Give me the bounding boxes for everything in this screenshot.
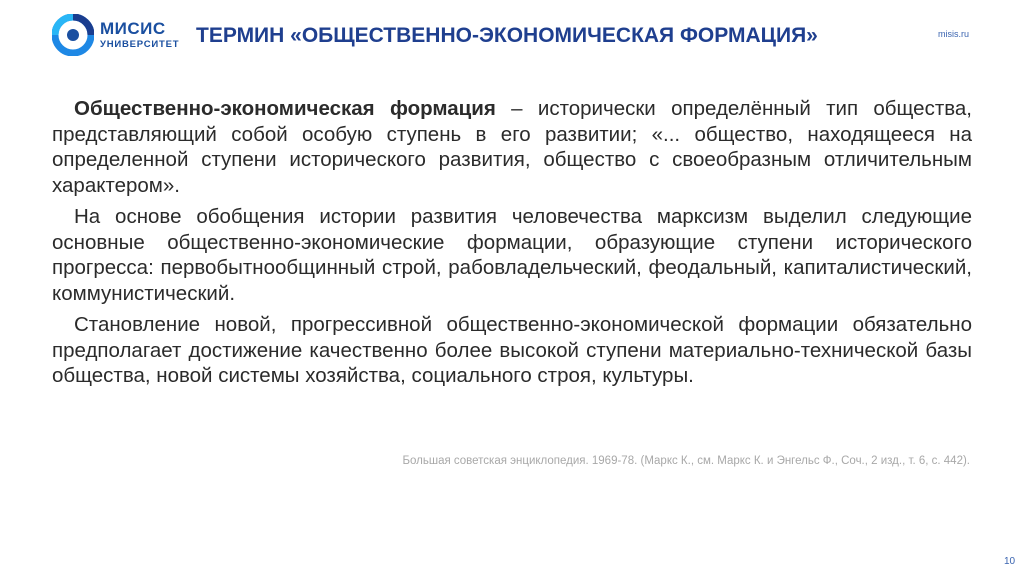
site-link[interactable]: misis.ru (938, 29, 969, 39)
term-name: Общественно-экономическая формация (74, 97, 496, 120)
formations-paragraph: На основе обобщения истории развития человечества марксизм выделил следующие основные общественно-экономические формации, образующие ступени исторического прогресса: первобытнообщинный строй, рабовладельческий, феодальный, капиталистический, коммунистический. (52, 205, 972, 305)
definition-paragraph (52, 96, 972, 198)
source-citation: Большая советская энциклопедия. 1969-78. (Маркс К., см. Маркс К. и Энгельс Ф., Соч., 2 изд., т. 6, с. 442). (402, 455, 970, 467)
progress-paragraph: Становление новой, прогрессивной общественно-экономической формации обязательно предполагает достижение качественно более высокой ступени материально-технической базы общества, новой системы хозяйства, социального строя, культуры. (52, 313, 972, 387)
logo-name: МИСИС (100, 19, 166, 39)
main-text (52, 96, 972, 395)
logo-subtitle: УНИВЕРСИТЕТ (100, 39, 180, 51)
definition-text: – исторически определённый тип общества, представляющий собой особую ступень в его развитии; «... общество, находящееся на определенной ступени исторического развития, общество с своеобразным отличительным характером». (52, 97, 972, 197)
slide-title: ТЕРМИН «ОБЩЕСТВЕННО-ЭКОНОМИЧЕСКАЯ ФОРМАЦИЯ» (196, 24, 818, 47)
misis-logo-icon (52, 14, 94, 56)
misis-logo (52, 14, 179, 56)
page-number: 10 (1004, 556, 1016, 567)
